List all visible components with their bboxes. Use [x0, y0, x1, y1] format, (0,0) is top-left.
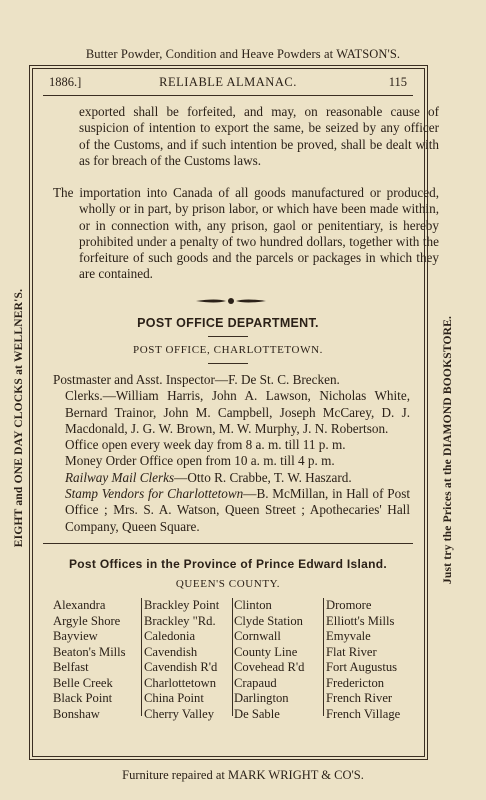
- stamp-vendors: [53, 486, 410, 535]
- bottom-advertisement: Furniture repaired at MARK WRIGHT & CO'S.: [122, 768, 364, 782]
- short-rule: [208, 363, 248, 364]
- town-column-2: [144, 598, 219, 722]
- short-rule: [208, 336, 248, 337]
- town-name: French Village: [326, 706, 401, 721]
- clerks-paragraph: Clerks.—William Harris, John A. Lawson, Nicholas White, Bernard Trainor, John M. Campbell, Joseph McCarey, D. J. Macdonald, J. G. W. Brown, M. W. Murphy, J. N. Robertson.: [65, 388, 410, 436]
- town-name: Cavendish R'd: [144, 660, 218, 674]
- town-name: De Sable: [234, 706, 280, 721]
- town-name: Brackley Point: [144, 598, 220, 612]
- section-rule: [43, 543, 413, 544]
- town-name: Cavendish: [144, 644, 198, 659]
- post-office-subheading: POST OFFICE, CHARLOTTETOWN.: [133, 344, 323, 356]
- town-column-4: [326, 598, 400, 722]
- town-name: Bonshaw: [53, 706, 100, 721]
- top-advertisement: Butter Powder, Condition and Heave Powders at WATSON'S.: [85, 47, 401, 61]
- town-name: Fort Augustus: [326, 660, 398, 674]
- town-column-1: [53, 598, 126, 722]
- town-name: Flat River: [326, 644, 377, 659]
- town-name: Belfast: [53, 660, 89, 674]
- railway-label: Railway Mail Clerks: [65, 469, 175, 485]
- province-heading: Post Offices in the Province of Prince Edward Island.: [69, 557, 387, 571]
- town-name: Beaton's Mills: [53, 644, 126, 659]
- money-order-hours: Money Order Office open from 10 a. m. till 4 p. m.: [65, 453, 335, 469]
- stamp-label: Stamp Vendors for Charlottetown: [65, 486, 244, 502]
- town-name: Covehead R'd: [234, 660, 305, 674]
- customs-continuation: exported shall be forfeited, and may, on reasonable cause of suspicion of intention to export the same, be seized by any officer of the Customs, and if such intention be proved, shall be dealt with as for breach of the Customs laws.: [79, 104, 439, 168]
- right-side-advertisement: Just try the Prices at the DIAMOND BOOKSTORE.: [442, 315, 454, 585]
- page-number: 115: [388, 75, 407, 89]
- railway-mail-clerks: [53, 470, 410, 486]
- prison-goods-paragraph: The importation into Canada of all goods manufactured or produced, wholly or in part, by prison labor, or which have been made within, or in connection with, any prison, gaol or penitentiary, is hereby prohibited under a penalty of two hundred dollars, together with the forfeiture of such goods and the parcels or packages in which they are contained.: [53, 185, 439, 282]
- town-name: Dromore: [326, 598, 372, 612]
- town-name: Cornwall: [234, 629, 281, 643]
- town-name: Fredericton: [326, 675, 385, 690]
- town-name: Caledonia: [144, 629, 196, 643]
- post-office-towns-table: [53, 598, 415, 721]
- town-name: Cherry Valley: [144, 706, 215, 721]
- town-name: Bayview: [53, 629, 98, 643]
- county-heading: QUEEN'S COUNTY.: [175, 578, 281, 590]
- post-office-details: [53, 372, 410, 535]
- town-name: Argyle Shore: [53, 613, 121, 628]
- postmaster-line: Postmaster and Asst. Inspector—F. De St. C. Brecken.: [53, 372, 340, 387]
- column-divider: [323, 598, 324, 716]
- town-name: French River: [326, 691, 393, 705]
- running-header: [43, 75, 413, 91]
- town-name: Belle Creek: [53, 675, 113, 690]
- town-name: Darlington: [234, 691, 289, 705]
- stamp-names: —B. McMillan, in Hall of Post Office ; Mrs. S. A. Watson, Queen Street ; Apothecaries' Hall Company, Queen Square.: [65, 486, 410, 534]
- town-name: Clinton: [234, 598, 272, 612]
- railway-names: —Otto R. Crabbe, T. W. Haszard.: [174, 469, 352, 485]
- town-column-3: [234, 598, 304, 722]
- town-name: Elliott's Mills: [326, 613, 395, 628]
- town-name: China Point: [144, 691, 204, 705]
- header-title: RELIABLE ALMANAC.: [159, 75, 297, 89]
- left-side-advertisement: EIGHT and ONE DAY CLOCKS at WELLNER'S.: [13, 288, 25, 548]
- post-office-heading: POST OFFICE DEPARTMENT.: [137, 316, 319, 330]
- town-name: Alexandra: [53, 598, 106, 612]
- town-name: Brackley "Rd.: [144, 613, 216, 628]
- column-divider: [141, 598, 142, 716]
- town-name: Emyvale: [326, 629, 371, 643]
- town-name: County Line: [234, 644, 298, 659]
- office-hours: Office open every week day from 8 a. m. till 11 p. m.: [65, 437, 346, 453]
- town-name: Crapaud: [234, 675, 277, 690]
- header-year: 1886.]: [49, 75, 82, 89]
- town-name: Charlottetown: [144, 675, 217, 690]
- town-name: Black Point: [53, 691, 113, 705]
- town-name: Clyde Station: [234, 613, 303, 628]
- column-divider: [232, 598, 233, 716]
- header-rule: [43, 95, 413, 96]
- ornament-divider: [196, 297, 266, 305]
